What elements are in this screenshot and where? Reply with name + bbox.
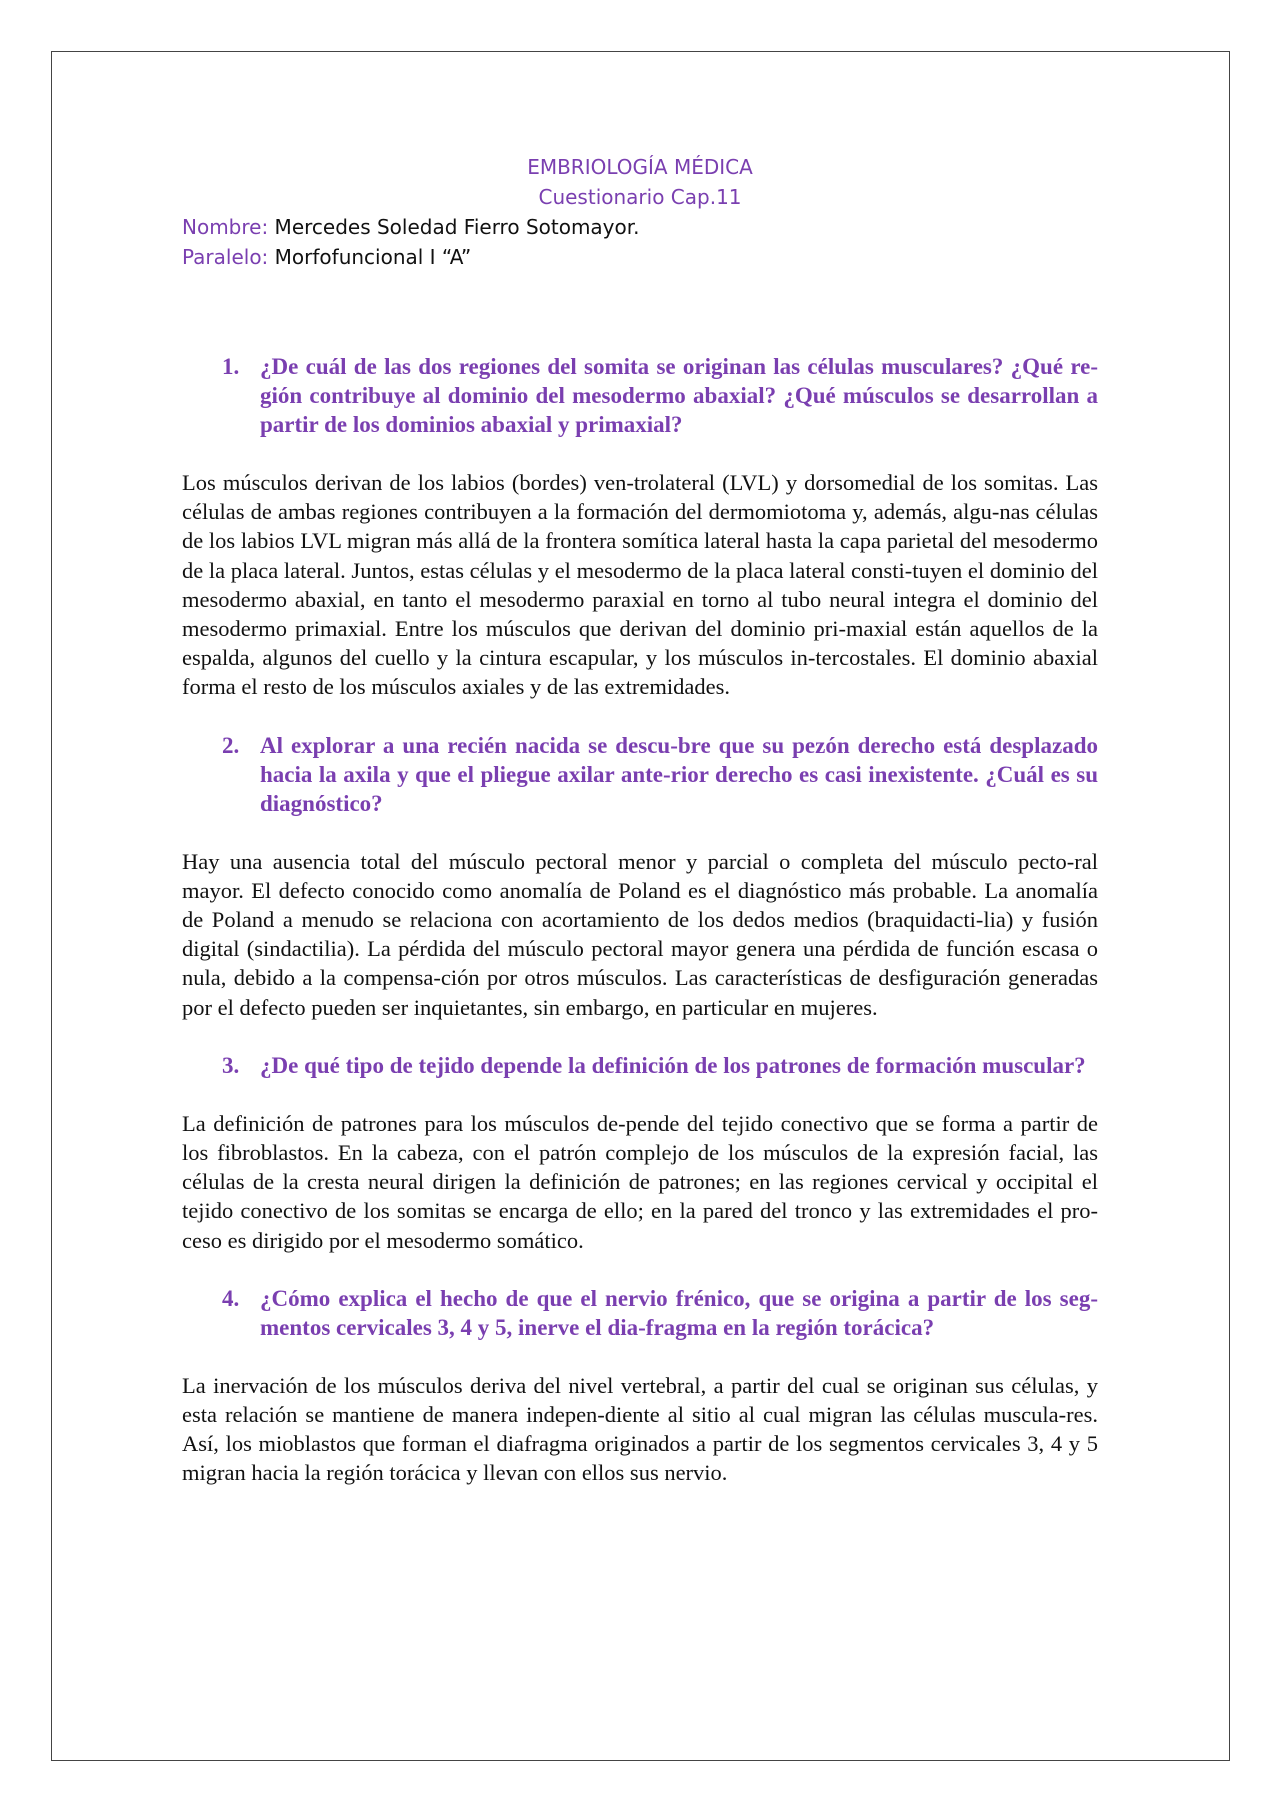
section-label: Paralelo: (182, 245, 269, 269)
question-2 (222, 731, 1098, 818)
name-value: Mercedes Soledad Fierro Sotomayor. (268, 215, 640, 239)
question-number: 3. (222, 1052, 240, 1078)
question-number: 2. (222, 732, 240, 758)
question-1 (222, 352, 1098, 439)
answer-4: La inervación de los músculos deriva del nivel vertebral, a partir del cual se originan sus células, y esta relación se mantiene de manera indepen-diente al sitio al cual migran las células muscula-res. Así, los mioblastos que forman el diafragma originados a partir de los segmentos cervicales 3, 4 y 5 migran hacia la región torácica y llevan con ellos sus nervio. (182, 1372, 1098, 1486)
answer-3: La definición de patrones para los músculos de-pende del tejido conectivo que se forma a partir de los fibroblastos. En la cabeza, con el patrón complejo de los músculos de la expresión facial, las células de la cresta neural dirigen la definición de patrones; en las regiones cervical y occipital el tejido conectivo de los somitas se encarga de ello; en la pared del tronco y las extremidades el pro-ceso es dirigido por el mesodermo somático. (182, 1110, 1098, 1253)
document-header (182, 152, 1098, 272)
question-number: 4. (222, 1285, 240, 1311)
question-text: ¿Cómo explica el hecho de que el nervio frénico, que se origina a partir de los seg-mentos cervicales 3, 4 y 5, inerve el dia-fragma en la región torácica? (260, 1285, 1098, 1340)
question-text: ¿De qué tipo de tejido depende la definición de los patrones de formación muscular? (260, 1052, 1086, 1078)
question-number: 1. (222, 354, 240, 379)
document-title: EMBRIOLOGÍA MÉDICA (527, 155, 753, 179)
section-value: Morfofuncional I “A” (268, 245, 472, 269)
student-name-line (182, 212, 1098, 242)
name-label: Nombre: (182, 215, 269, 239)
question-text: Al explorar a una recién nacida se descu-bre que su pezón derecho está desplazado hacia la axila y que el pliegue axilar ante-rior derecho es casi inexistente. ¿Cuál es su diagnóstico? (260, 732, 1098, 816)
question-3 (222, 1051, 1098, 1080)
document-subtitle: Cuestionario Cap.11 (538, 185, 742, 209)
question-text: ¿De cuál de las dos regiones del somita se originan las células musculares? ¿Qué re-gión contribuye al dominio del mesodermo abaxial? ¿Qué músculos se desarrollan a partir de los dominios abaxial y primaxial? (260, 354, 1098, 437)
question-4 (222, 1284, 1098, 1342)
section-line (182, 242, 1098, 272)
answer-1: Los músculos derivan de los labios (bordes) ven-trolateral (LVL) y dorsomedial de los somitas. Las células de ambas regiones contribuyen a la formación del dermomiotoma y, además, algu-nas células de los labios LVL migran más allá de la frontera somítica lateral hasta la capa parietal del mesodermo de la placa lateral. Juntos, estas células y el mesodermo de la placa lateral consti-tuyen el dominio del mesodermo abaxial, en tanto el mesodermo paraxial en torno al tubo neural integra el dominio del mesodermo primaxial. Entre los músculos que derivan del dominio pri-maxial están aquellos de la espalda, algunos del cuello y la cintura escapular, y los músculos in-tercostales. El dominio abaxial forma el resto de los músculos axiales y de las extremidades. (182, 470, 1098, 700)
answer-2: Hay una ausencia total del músculo pectoral menor y parcial o completa del músculo pecto-ral mayor. El defecto conocido como anomalía de Poland es el diagnóstico más probable. La anomalía de Poland a menudo se relaciona con acortamiento de los dedos medios (braquidacti-lia) y fusión digital (sindactilia). La pérdida del músculo pectoral mayor genera una pérdida de función escasa o nula, debido a la compensa-ción por otros músculos. Las características de desfiguración generadas por el defecto pueden ser inquietantes, sin embargo, en particular en mujeres. (182, 848, 1098, 1020)
questionnaire-body (182, 352, 1098, 1517)
